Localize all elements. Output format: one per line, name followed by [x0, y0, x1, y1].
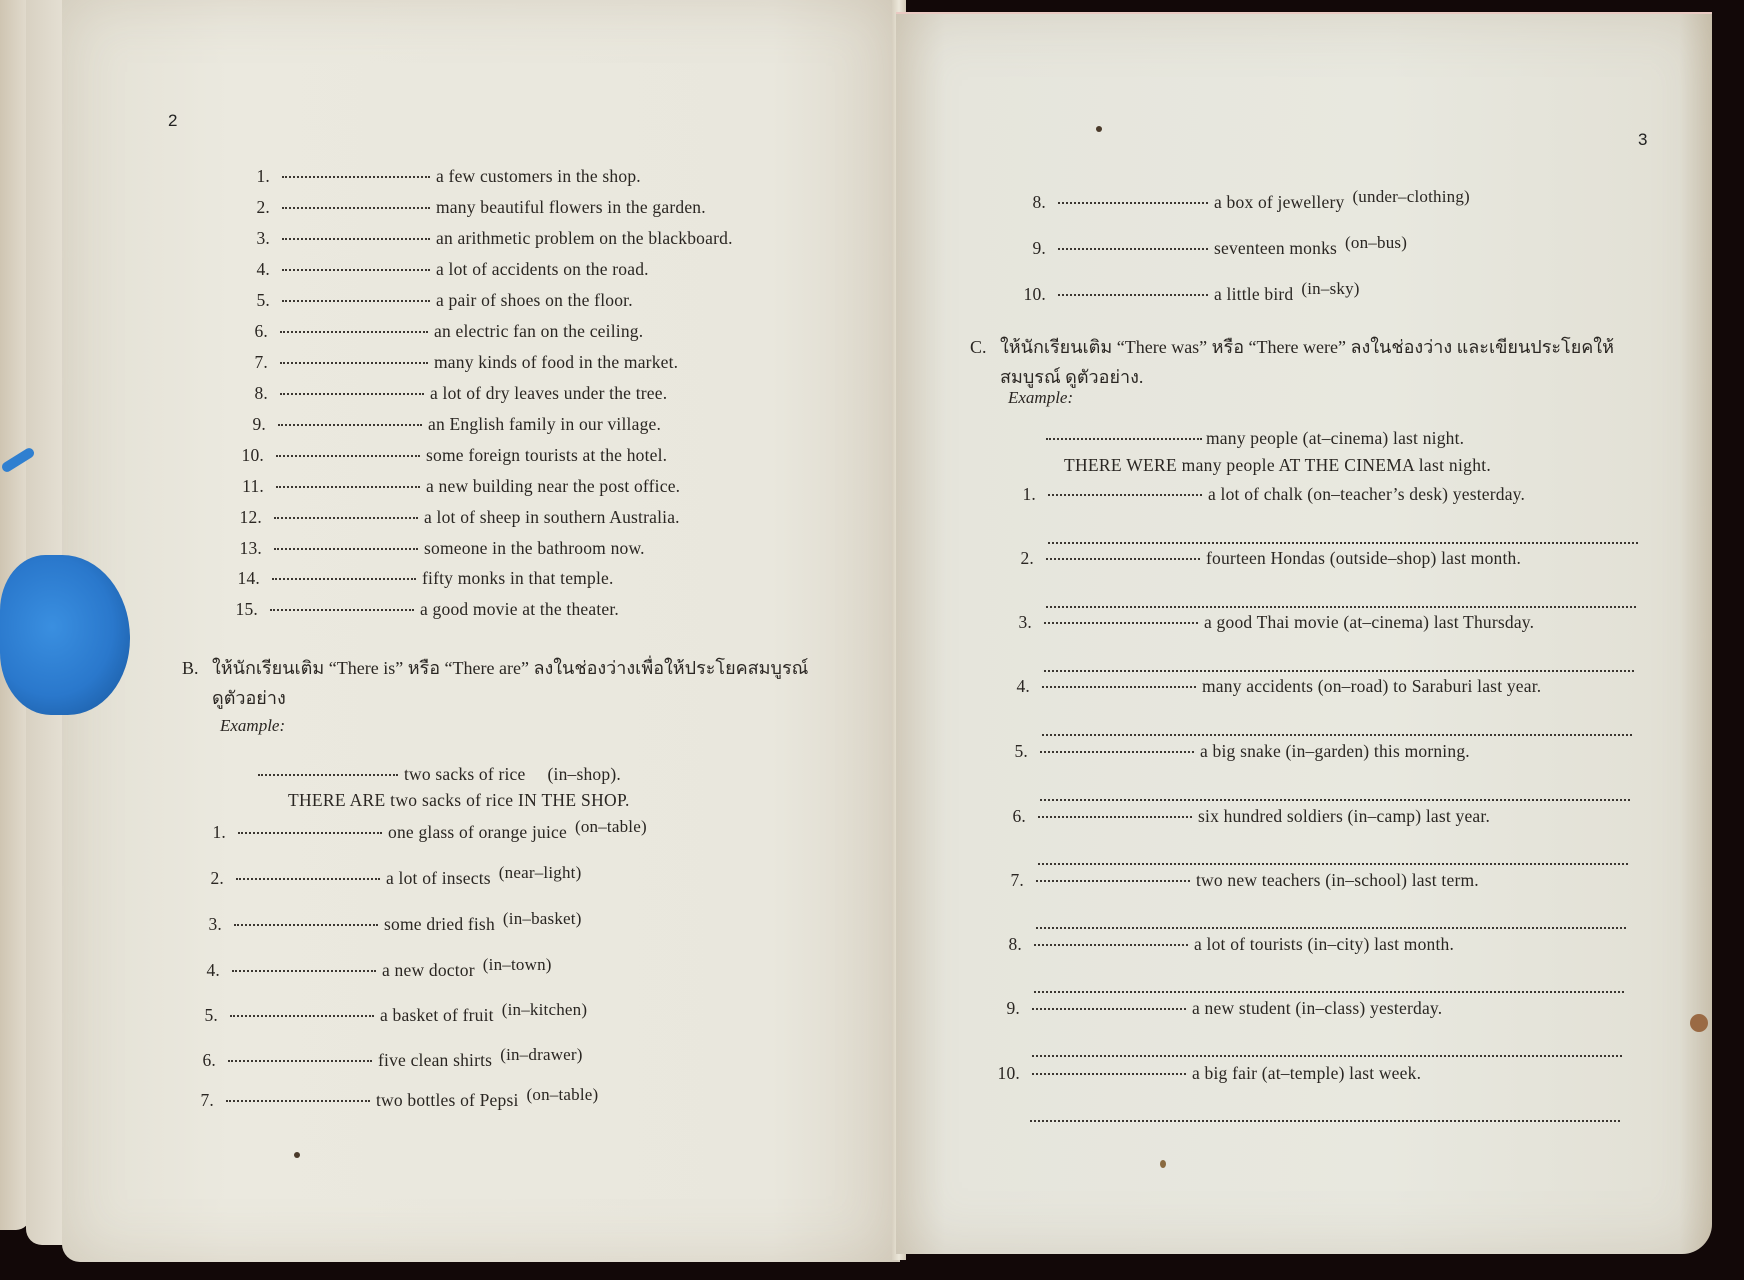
fill-blank[interactable] — [282, 176, 430, 178]
list-item: 14. fifty monks in that temple. — [237, 568, 614, 588]
answer-line[interactable] — [1042, 734, 1632, 736]
list-item: 1. one glass of orange juice (on–table) — [212, 817, 647, 842]
answer-line[interactable] — [1046, 606, 1636, 608]
fill-blank[interactable] — [234, 924, 378, 926]
fill-blank[interactable] — [1046, 558, 1200, 560]
fill-blank[interactable] — [1048, 494, 1202, 496]
example-prompt: many people (at–cinema) last night. — [1046, 428, 1464, 449]
fill-blank[interactable] — [230, 1015, 374, 1017]
answer-line[interactable] — [1038, 863, 1628, 865]
example-prompt: two sacks of rice (in–shop). — [258, 764, 621, 785]
fill-blank[interactable] — [1058, 294, 1208, 296]
answer-line[interactable] — [1030, 1120, 1620, 1122]
fill-blank[interactable] — [282, 238, 430, 240]
fill-blank[interactable] — [272, 578, 416, 580]
fill-blank[interactable] — [1034, 944, 1188, 946]
list-item: 6. an electric fan on the ceiling. — [254, 321, 644, 341]
list-item: 11. a new building near the post office. — [242, 476, 681, 496]
fill-blank[interactable] — [1036, 880, 1190, 882]
list-item: 6. six hundred soldiers (in–camp) last year. — [1012, 806, 1491, 826]
list-item: 10. a big fair (at–temple) last week. — [997, 1063, 1422, 1083]
list-item: 9. a new student (in–class) yesterday. — [1006, 998, 1443, 1018]
fill-blank[interactable] — [1044, 622, 1198, 624]
list-item: 2. fourteen Hondas (outside–shop) last month. — [1020, 548, 1522, 568]
yarn-bookmark — [0, 555, 130, 715]
fill-blank[interactable] — [276, 486, 420, 488]
example-answer: THERE ARE two sacks of rice IN THE SHOP. — [288, 790, 630, 810]
answer-line[interactable] — [1044, 670, 1634, 672]
list-item: 8. a lot of dry leaves under the tree. — [254, 383, 668, 403]
list-item: 5. a big snake (in–garden) this morning. — [1014, 741, 1470, 761]
list-item: 5. a pair of shoes on the floor. — [256, 290, 633, 310]
fill-blank[interactable] — [274, 517, 418, 519]
stain-spot — [1160, 1160, 1166, 1168]
list-item: 9. seventeen monks (on–bus) — [1032, 233, 1408, 258]
example-answer: THERE WERE many people AT THE CINEMA last night. — [1064, 455, 1492, 475]
list-item: 4. many accidents (on–road) to Saraburi last year. — [1016, 676, 1542, 696]
fill-blank[interactable] — [270, 609, 414, 611]
fill-blank[interactable] — [236, 878, 380, 880]
fill-blank[interactable] — [1058, 202, 1208, 204]
ink-speck — [294, 1152, 300, 1158]
fill-blank[interactable] — [226, 1100, 370, 1102]
list-item: 9. an English family in our village. — [252, 414, 662, 434]
stain-spot — [1690, 1014, 1708, 1032]
list-item: 3. some dried fish (in–basket) — [208, 909, 582, 934]
answer-line[interactable] — [1048, 542, 1638, 544]
fill-blank[interactable] — [282, 207, 430, 209]
list-item: 13. someone in the bathroom now. — [239, 538, 645, 558]
list-item: 15. a good movie at the theater. — [235, 599, 620, 619]
fill-blank[interactable] — [232, 970, 376, 972]
section-c-instructions: C. ให้นักเรียนเติม “There was” หรือ “There were” ลงในช่องว่าง และเขียนประโยคให้ สมบูรณ์ ดูตัวอย่าง. — [970, 337, 1614, 387]
answer-line[interactable] — [1034, 991, 1624, 993]
list-item: 10. some foreign tourists at the hotel. — [241, 445, 668, 465]
list-item: 7. two new teachers (in–school) last term. — [1010, 870, 1479, 890]
ink-speck — [1096, 126, 1102, 132]
left-page — [62, 0, 900, 1262]
fill-blank[interactable] — [274, 548, 418, 550]
example-label: Example: — [1008, 388, 1074, 407]
page-number: 3 — [1638, 130, 1648, 149]
fill-blank[interactable] — [280, 331, 428, 333]
answer-line[interactable] — [1032, 1055, 1622, 1057]
fill-blank[interactable] — [1058, 248, 1208, 250]
list-item: 3. an arithmetic problem on the blackboard. — [256, 228, 733, 248]
list-item: 10. a little bird (in–sky) — [1023, 279, 1360, 304]
fill-blank[interactable] — [1038, 816, 1192, 818]
example-label: Example: — [220, 716, 286, 735]
fill-blank[interactable] — [280, 362, 428, 364]
list-item: 7. two bottles of Pepsi (on–table) — [200, 1085, 599, 1110]
fill-blank[interactable] — [282, 269, 430, 271]
fill-blank[interactable] — [278, 424, 422, 426]
list-item: 1. a lot of chalk (on–teacher’s desk) yesterday. — [1022, 484, 1526, 504]
list-item: 1. a few customers in the shop. — [256, 166, 641, 186]
example-blank — [258, 774, 398, 776]
fill-blank[interactable] — [1032, 1008, 1186, 1010]
right-page — [896, 12, 1712, 1254]
list-item: 6. five clean shirts (in–drawer) — [202, 1045, 583, 1070]
fill-blank[interactable] — [238, 832, 382, 834]
fill-blank[interactable] — [228, 1060, 372, 1062]
example-blank — [1046, 438, 1202, 440]
list-item: 5. a basket of fruit (in–kitchen) — [204, 1000, 588, 1025]
answer-line[interactable] — [1040, 799, 1630, 801]
fill-blank[interactable] — [1042, 686, 1196, 688]
list-item: 2. many beautiful flowers in the garden. — [256, 197, 706, 217]
fill-blank[interactable] — [1040, 751, 1194, 753]
list-item: 2. a lot of insects (near–light) — [210, 863, 582, 888]
list-item: 8. a box of jewellery (under–clothing) — [1032, 187, 1470, 212]
list-item: 4. a new doctor (in–town) — [206, 955, 552, 980]
list-item: 4. a lot of accidents on the road. — [256, 259, 649, 279]
list-item: 7. many kinds of food in the market. — [254, 352, 679, 372]
section-b-instructions: B. ให้นักเรียนเติม “There is” หรือ “There are” ลงในช่องว่างเพื่อให้ประโยคสมบูรณ์ ดูตัวอย่าง — [182, 658, 809, 708]
fill-blank[interactable] — [282, 300, 430, 302]
list-item: 12. a lot of sheep in southern Australia. — [239, 507, 680, 527]
list-item: 8. a lot of tourists (in–city) last month. — [1008, 934, 1455, 954]
answer-line[interactable] — [1036, 927, 1626, 929]
list-item: 3. a good Thai movie (at–cinema) last Thursday. — [1018, 612, 1535, 632]
fill-blank[interactable] — [280, 393, 424, 395]
fill-blank[interactable] — [276, 455, 420, 457]
page-number: 2 — [168, 111, 178, 130]
fill-blank[interactable] — [1032, 1073, 1186, 1075]
